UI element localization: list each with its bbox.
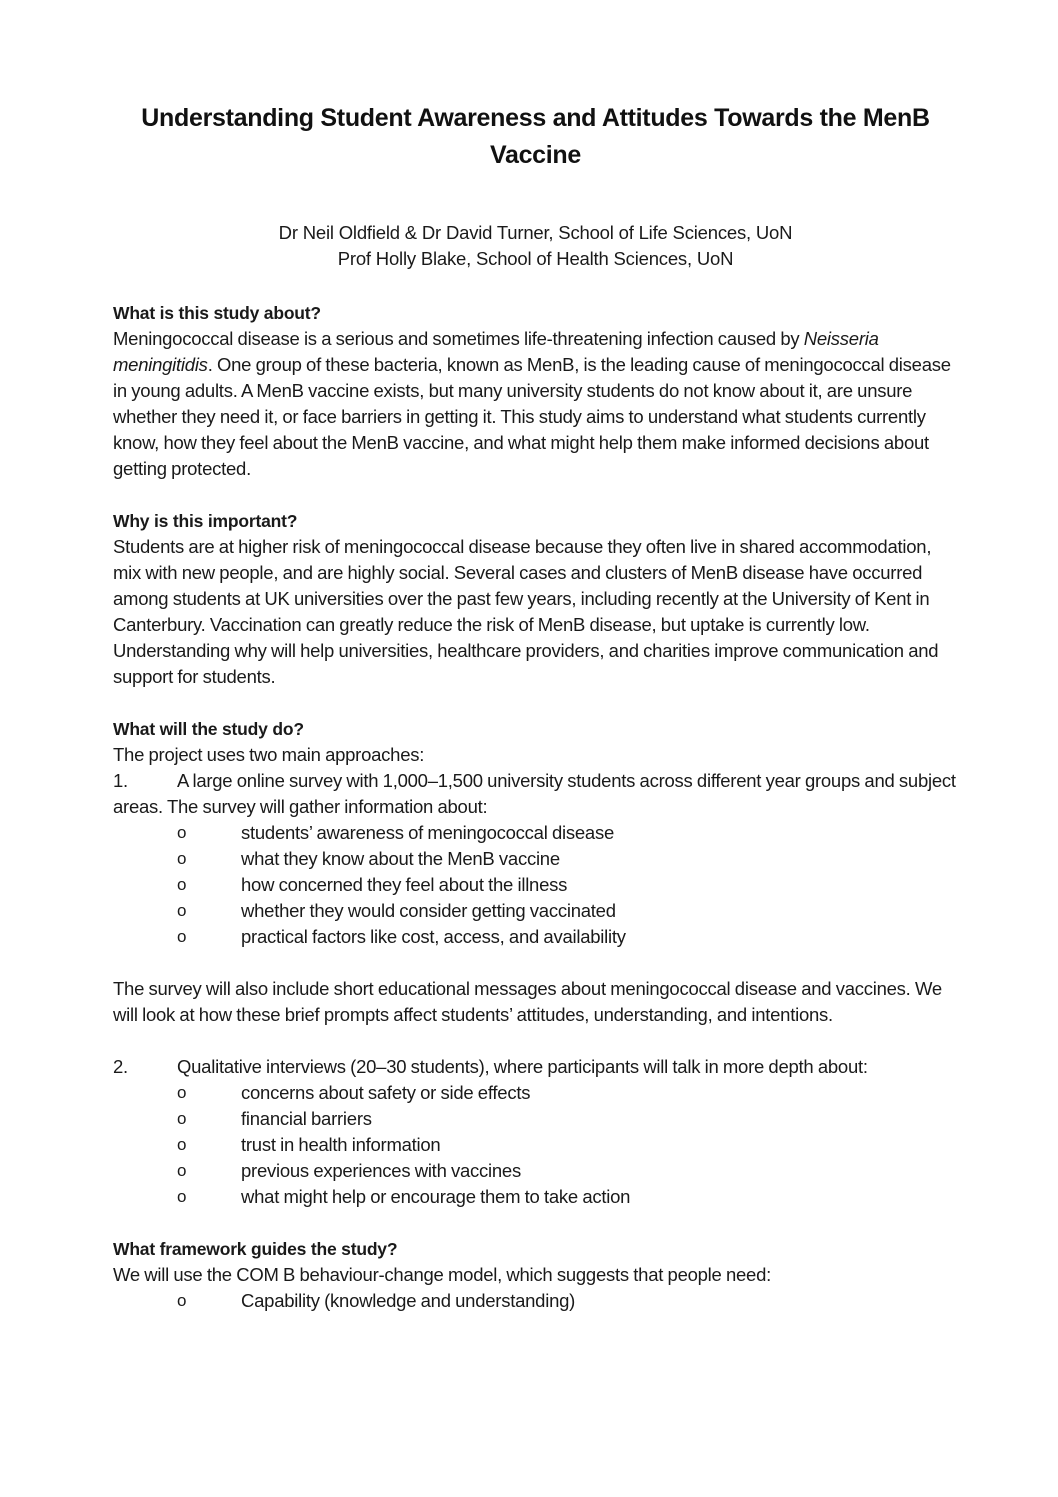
list-item (113, 924, 958, 950)
list-item-text: what they know about the MenB vaccine (241, 848, 560, 869)
bullet-circle-icon: o (177, 1291, 187, 1310)
section-study-plan (113, 716, 958, 1210)
document-title: Understanding Student Awareness and Attitudes Towards the MenB Vaccine (141, 104, 930, 169)
list-item-text: how concerned they feel about the illness (241, 874, 568, 895)
interview-topics-list (113, 1080, 958, 1210)
list-item (113, 820, 958, 846)
list-item (113, 1158, 958, 1184)
section-framework (113, 1236, 958, 1314)
list-item (113, 898, 958, 924)
list-item (113, 1184, 958, 1210)
spacer (113, 1028, 958, 1054)
list-item-text: trust in health information (241, 1134, 441, 1155)
bullet-circle-icon: o (177, 1187, 187, 1206)
section-paragraph: Students are at higher risk of meningococcal disease because they often live in shared accommodation, mix with new people, and are highly social. Several cases and clusters of MenB disease have occurred among students at UK universities over the past few years, including recently at the University of Kent in Canterbury. Vaccination can greatly reduce the risk of MenB disease, but uptake is currently low. Understanding why will help universities, healthcare providers, and charities improve communication and support for students. (113, 536, 939, 687)
list-item-text: practical factors like cost, access, and availability (241, 926, 626, 947)
numbered-item-survey (113, 768, 958, 820)
bullet-circle-icon: o (177, 849, 187, 868)
section-heading: What is this study about? (113, 303, 321, 323)
list-item-text: students’ awareness of meningococcal disease (241, 822, 614, 843)
com-b-components-list (113, 1288, 958, 1314)
item-number: 2. (113, 1056, 128, 1077)
author-line: Dr Neil Oldfield & Dr David Turner, School of Life Sciences, UoN (278, 222, 793, 243)
section-heading: What framework guides the study? (113, 1239, 398, 1259)
bullet-circle-icon: o (177, 1109, 187, 1128)
species-name: Neisseria meningitidis (113, 328, 879, 375)
paragraph-text: . One group of these bacteria, known as MenB, is the leading cause of meningococcal disease in young adults. A MenB vaccine exists, but many university students do not know about it, are unsure whether they need it, or face barriers in getting it. This study aims to understand what students currently know, how they feel about the MenB vaccine, and what might help them make informed decisions about getting protected. (113, 354, 951, 479)
list-item (113, 846, 958, 872)
item-number: 1. (113, 770, 128, 791)
section-study-about (113, 300, 958, 482)
bullet-circle-icon: o (177, 901, 187, 920)
list-item-text: previous experiences with vaccines (241, 1160, 521, 1181)
section-heading: Why is this important? (113, 511, 298, 531)
list-item-text: financial barriers (241, 1108, 372, 1129)
item-text: A large online survey with 1,000–1,500 university students across different year groups and subject areas. The survey will gather information about: (113, 770, 956, 817)
survey-topics-list (113, 820, 958, 950)
section-intro: The project uses two main approaches: (113, 744, 425, 765)
bullet-circle-icon: o (177, 927, 187, 946)
section-paragraph (113, 326, 958, 482)
numbered-item-interviews (113, 1054, 958, 1080)
list-item (113, 872, 958, 898)
list-item-text: concerns about safety or side effects (241, 1082, 531, 1103)
list-item (113, 1106, 958, 1132)
author-block (113, 220, 958, 272)
list-item (113, 1132, 958, 1158)
bullet-circle-icon: o (177, 875, 187, 894)
item-text: Qualitative interviews (20–30 students), where participants will talk in more depth about: (177, 1056, 868, 1077)
list-item-text: whether they would consider getting vaccinated (241, 900, 616, 921)
document-page (113, 100, 958, 1314)
list-item-text: Capability (knowledge and understanding) (241, 1290, 576, 1311)
author-line: Prof Holly Blake, School of Health Sciences, UoN (337, 248, 734, 269)
bullet-circle-icon: o (177, 823, 187, 842)
section-importance (113, 508, 958, 690)
list-item-text: what might help or encourage them to take action (241, 1186, 631, 1207)
list-item (113, 1288, 958, 1314)
section-intro: We will use the COM B behaviour-change model, which suggests that people need: (113, 1264, 772, 1285)
survey-note: The survey will also include short educational messages about meningococcal disease and vaccines. We will look at how these brief prompts affect students’ attitudes, understanding, and intentions. (113, 978, 942, 1025)
bullet-circle-icon: o (177, 1083, 187, 1102)
section-heading: What will the study do? (113, 719, 304, 739)
bullet-circle-icon: o (177, 1135, 187, 1154)
spacer (113, 950, 958, 976)
bullet-circle-icon: o (177, 1161, 187, 1180)
list-item (113, 1080, 958, 1106)
paragraph-text: Meningococcal disease is a serious and sometimes life-threatening infection caused by (113, 328, 804, 349)
